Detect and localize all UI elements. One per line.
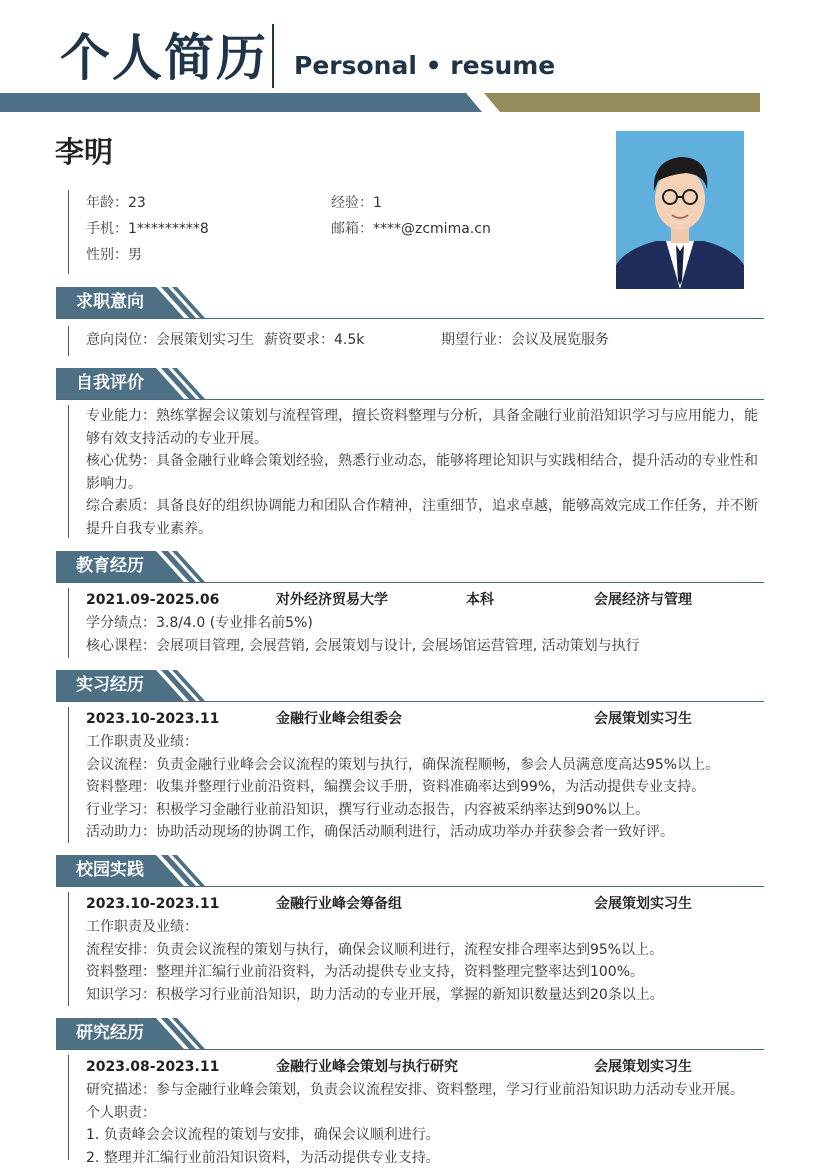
text-line: 1. 负责峰会会议流程的策划与安排，确保会议顺利进行。	[86, 1124, 766, 1147]
campus-details	[86, 916, 766, 1006]
section-rule	[56, 701, 764, 702]
section-title: 自我评价	[76, 371, 144, 395]
text-line: 资料整理：收集并整理行业前沿资料，编撰会议手册，资料准确率达到99%，为活动提供专业支持。	[86, 776, 766, 799]
edu-details	[86, 612, 766, 657]
section-divider	[68, 588, 69, 658]
text-line: 研究描述：参与金融行业峰会策划，负责会议流程安排、资料整理，学习行业前沿知识助力活动专业开展。	[86, 1079, 766, 1102]
section-divider	[68, 326, 69, 356]
edu-degree: 本科	[466, 589, 494, 611]
research-topic: 金融行业峰会策划与执行研究	[276, 1056, 458, 1078]
section-rule	[56, 582, 764, 583]
text-line: 个人职责：	[86, 1102, 766, 1125]
section-rule	[56, 1049, 764, 1050]
research-details	[86, 1079, 766, 1169]
text-line: 提升自我专业素养。	[86, 518, 766, 541]
section-title: 研究经历	[76, 1021, 144, 1045]
experience-label: 经验：	[331, 195, 373, 211]
edu-school: 对外经济贸易大学	[276, 589, 388, 611]
research-role: 会展策划实习生	[594, 1056, 692, 1078]
header-band	[0, 93, 820, 113]
resume-header	[0, 0, 820, 112]
section-title: 教育经历	[76, 554, 144, 578]
text-line: 知识学习：积极学习行业前沿知识，助力活动的专业开展，掌握的新知识数量达到20条以上。	[86, 984, 766, 1007]
campus-role: 会展策划实习生	[594, 893, 692, 915]
self-eval-text	[86, 405, 766, 540]
text-line: 学分绩点：3.8/4.0 (专业排名前5%)	[86, 612, 766, 635]
gender-value: 男	[128, 247, 142, 263]
section-header-campus	[56, 855, 764, 887]
age-value: 23	[128, 195, 146, 211]
phone-value: 1*********8	[128, 221, 209, 237]
email-value: ****@zcmima.cn	[373, 221, 491, 237]
age-label: 年龄：	[86, 195, 128, 211]
intern-org: 金融行业峰会组委会	[276, 708, 402, 730]
section-title: 实习经历	[76, 673, 144, 697]
research-period: 2023.08-2023.11	[86, 1056, 219, 1078]
section-rule	[56, 318, 764, 319]
section-divider	[68, 892, 69, 1006]
intent-position: 意向岗位：会展策划实习生	[86, 330, 254, 350]
email-field	[331, 219, 491, 239]
section-title: 校园实践	[76, 858, 144, 882]
resume-title: 个人简历	[60, 28, 268, 88]
section-header-education	[56, 551, 764, 583]
edu-period: 2021.09-2025.06	[86, 589, 219, 611]
campus-org: 金融行业峰会筹备组	[276, 893, 402, 915]
info-divider	[68, 190, 69, 274]
age-field	[86, 193, 146, 213]
candidate-name: 李明	[55, 134, 113, 170]
text-line: 工作职责及业绩：	[86, 731, 766, 754]
experience-value: 1	[373, 195, 382, 211]
text-line: 核心课程：会展项目管理, 会展营销, 会展策划与设计, 会展场馆运营管理, 活动策划与执行	[86, 635, 766, 658]
text-line: 够有效支持活动的专业开展。	[86, 428, 766, 451]
resume-subtitle: Personal • resume	[294, 50, 555, 82]
email-label: 邮箱：	[331, 221, 373, 237]
section-title: 求职意向	[76, 290, 144, 314]
text-line: 资料整理：整理并汇编行业前沿资料，为活动提供专业支持，资料整理完整率达到100%。	[86, 961, 766, 984]
campus-period: 2023.10-2023.11	[86, 893, 219, 915]
text-line: 2. 整理并汇编行业前沿知识资料，为活动提供专业支持。	[86, 1147, 766, 1169]
intent-salary: 薪资要求：4.5k	[264, 330, 364, 350]
experience-field	[331, 193, 382, 213]
text-line: 流程安排：负责会议流程的策划与执行，确保会议顺利进行，流程安排合理率达到95%以上。	[86, 939, 766, 962]
profile-photo	[616, 131, 744, 289]
text-line: 专业能力：熟练掌握会议策划与流程管理，擅长资料整理与分析，具备金融行业前沿知识学习与应用能力，能	[86, 405, 766, 428]
title-divider	[272, 24, 274, 88]
section-header-intent	[56, 287, 764, 319]
intern-role: 会展策划实习生	[594, 708, 692, 730]
intent-industry: 期望行业：会议及展览服务	[441, 330, 609, 350]
text-line: 会议流程：负责金融行业峰会会议流程的策划与执行，确保流程顺畅，参会人员满意度高达95%以上。	[86, 754, 766, 777]
section-header-research	[56, 1018, 764, 1050]
text-line: 影响力。	[86, 473, 766, 496]
text-line: 核心优势：具备金融行业峰会策划经验，熟悉行业动态，能够将理论知识与实践相结合，提升活动的专业性和	[86, 450, 766, 473]
section-divider	[68, 405, 69, 538]
intern-details	[86, 731, 766, 844]
section-rule	[56, 886, 764, 887]
intern-period: 2023.10-2023.11	[86, 708, 219, 730]
gender-field	[86, 245, 142, 265]
section-rule	[56, 399, 764, 400]
section-divider	[68, 707, 69, 843]
edu-major: 会展经济与管理	[594, 589, 692, 611]
text-line: 行业学习：积极学习金融行业前沿知识，撰写行业动态报告，内容被采纳率达到90%以上。	[86, 799, 766, 822]
phone-label: 手机：	[86, 221, 128, 237]
text-line: 工作职责及业绩：	[86, 916, 766, 939]
section-divider	[68, 1055, 69, 1160]
section-header-internship	[56, 670, 764, 702]
portrait-illustration	[616, 131, 744, 289]
gender-label: 性别：	[86, 247, 128, 263]
phone-field	[86, 219, 209, 239]
text-line: 综合素质：具备良好的组织协调能力和团队合作精神，注重细节，追求卓越，能够高效完成工作任务，并不断	[86, 495, 766, 518]
section-header-self	[56, 368, 764, 400]
text-line: 活动助力：协助活动现场的协调工作，确保活动顺利进行，活动成功举办并获参会者一致好评。	[86, 821, 766, 844]
